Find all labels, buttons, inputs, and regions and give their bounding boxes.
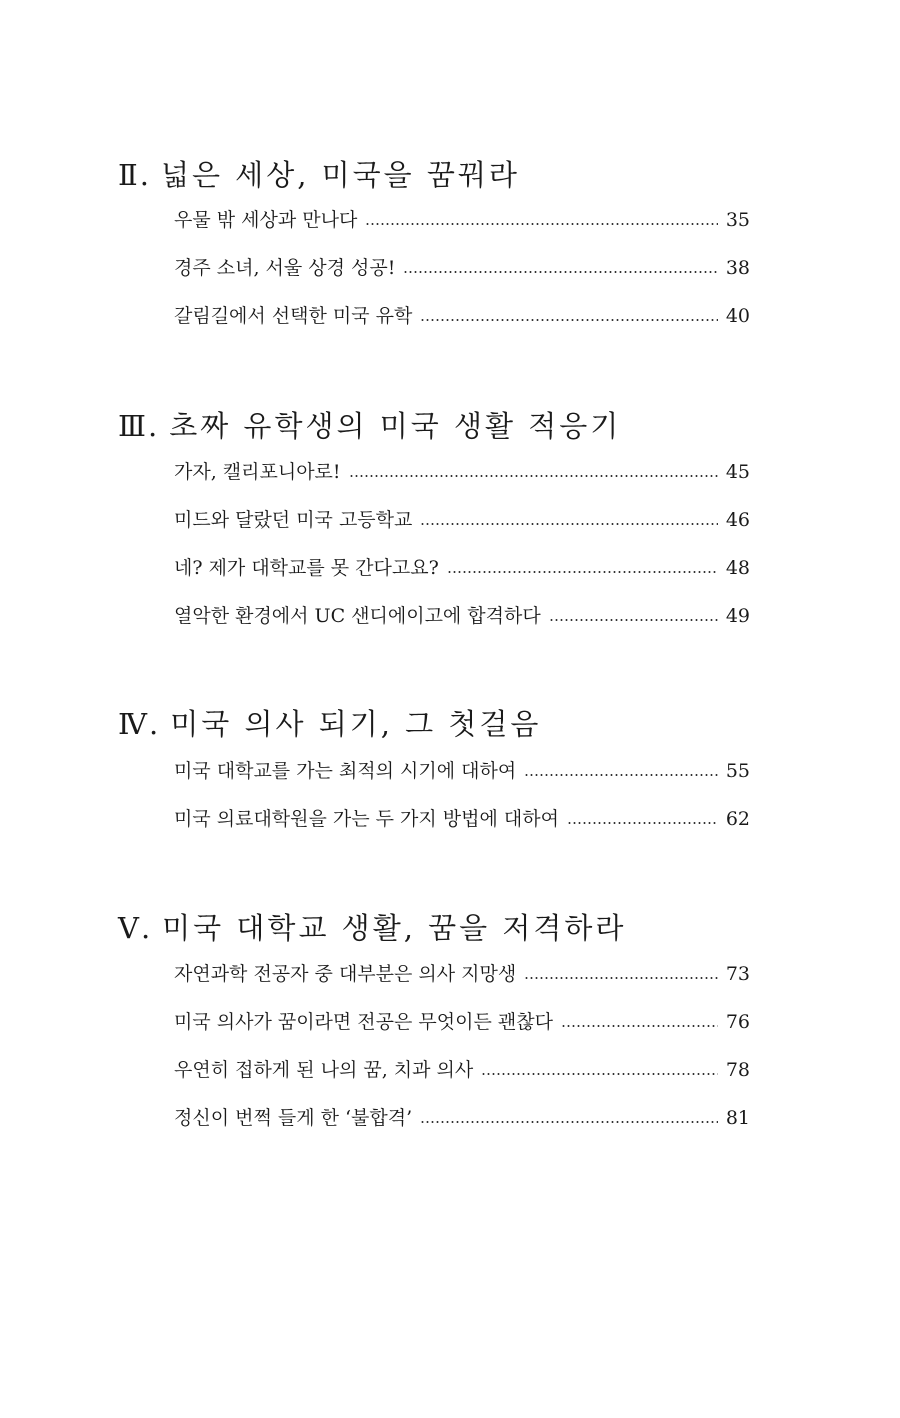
entry-page-number: 76 [725,1011,750,1033]
toc-entry[interactable] [174,1053,750,1087]
entry-page-number: 40 [725,305,750,327]
toc-entry[interactable] [174,802,750,836]
entry-title: 열악한 환경에서 UC 샌디에이고에 합격하다 [174,605,541,627]
entry-page-number: 46 [725,509,750,531]
section-title [118,157,520,193]
toc-entry[interactable] [174,1005,750,1039]
entry-page-number: 38 [725,257,750,279]
dot-leader [561,1025,718,1027]
entry-title: 경주 소녀, 서울 상경 성공! [174,257,396,279]
dot-leader [420,1121,718,1123]
entry-title: 미국 대학교를 가는 최적의 시기에 대하여 [174,760,517,782]
section-title [118,706,541,742]
entry-page-number: 48 [725,557,750,579]
entry-page-number: 62 [725,808,750,830]
entry-title: 미국 의료대학원을 가는 두 가지 방법에 대하여 [174,808,559,830]
toc-entry[interactable] [174,1101,750,1135]
section-numeral: Ⅱ. [118,158,151,192]
entry-title: 갈림길에서 선택한 미국 유학 [174,305,413,327]
dot-leader [403,271,718,273]
toc-entry[interactable] [174,251,750,285]
toc-entry[interactable] [174,754,750,788]
section-title-text: 미국 의사 되기, 그 첫걸음 [170,707,542,741]
entry-title: 미드와 달랐던 미국 고등학교 [174,509,413,531]
section-numeral: Ⅴ. [118,911,153,945]
section-title [118,408,621,444]
entry-page-number: 55 [725,760,750,782]
section-numeral: Ⅳ. [118,707,161,741]
entry-title: 네? 제가 대학교를 못 간다고요? [174,557,439,579]
entry-page-number: 35 [725,209,750,231]
toc-entry[interactable] [174,551,750,585]
dot-leader [549,619,718,621]
dot-leader [447,571,718,573]
toc-entry[interactable] [174,599,750,633]
dot-leader [420,319,718,321]
section-numeral: Ⅲ. [118,409,160,443]
toc-entry[interactable] [174,455,750,489]
toc-entry[interactable] [174,299,750,333]
entry-page-number: 81 [725,1107,750,1129]
entry-title: 미국 의사가 꿈이라면 전공은 무엇이든 괜찮다 [174,1011,553,1033]
toc-entry[interactable] [174,203,750,237]
dot-leader [567,822,718,824]
entry-page-number: 45 [725,461,750,483]
section-title-text: 초짜 유학생의 미국 생활 적응기 [169,409,622,443]
dot-leader [365,223,718,225]
toc-entry[interactable] [174,957,750,991]
entry-title: 우물 밖 세상과 만나다 [174,209,358,231]
dot-leader [420,523,718,525]
entry-page-number: 49 [725,605,750,627]
section-title-text: 미국 대학교 생활, 꿈을 저격하라 [162,911,627,945]
entry-title: 자연과학 전공자 중 대부분은 의사 지망생 [174,963,517,985]
entry-page-number: 78 [725,1059,750,1081]
section-title [118,910,626,946]
entry-page-number: 73 [725,963,750,985]
dot-leader [481,1073,718,1075]
section-title-text: 넓은 세상, 미국을 꿈꿔라 [160,158,520,192]
entry-title: 우연히 접하게 된 나의 꿈, 치과 의사 [174,1059,474,1081]
dot-leader [524,774,718,776]
toc-entry[interactable] [174,503,750,537]
dot-leader [524,977,718,979]
dot-leader [349,475,718,477]
entry-title: 정신이 번쩍 들게 한 ‘불합격’ [174,1107,413,1129]
entry-title: 가자, 캘리포니아로! [174,461,341,483]
